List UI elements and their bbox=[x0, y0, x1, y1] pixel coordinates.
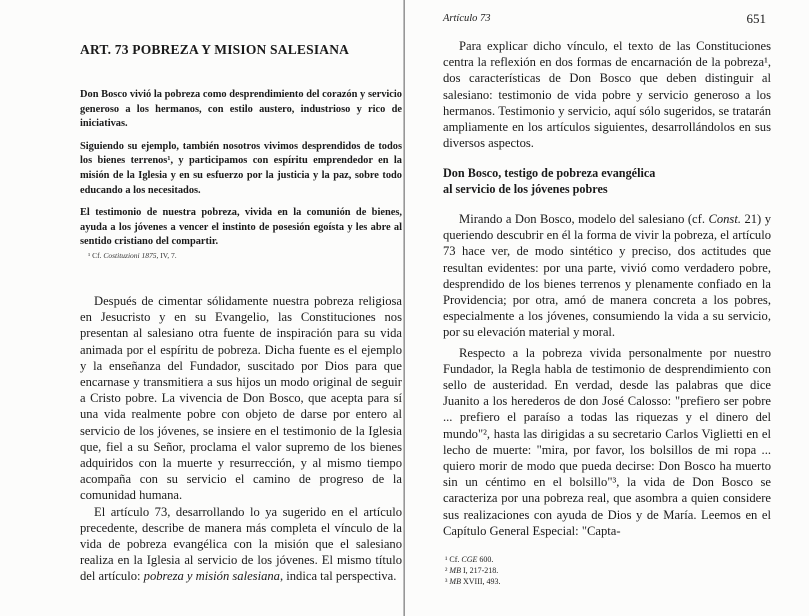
footnote: ¹ Cf. CGE 600. bbox=[445, 555, 494, 564]
body-main bbox=[443, 211, 771, 539]
article-paragraph: El testimonio de nuestra pobreza, vivida en la comunión de bienes, ayuda a los jóvenes a vencer el instinto de posesión egoísta y les abre al sentido cristiano del compartir. bbox=[80, 207, 402, 248]
footnote: ² MB I, 217-218. bbox=[445, 565, 499, 575]
running-head: Artículo 73 bbox=[443, 13, 491, 24]
article-title: ART. 73 POBREZA Y MISION SALESIANA bbox=[80, 42, 350, 57]
right-page bbox=[405, 0, 809, 616]
left-page bbox=[0, 0, 404, 616]
body-paragraph: Mirando a Don Bosco, modelo del salesiano (cf. Const. 21) y queriendo descubrir en él la forma de vivir la pobreza, el artículo 73 hace ver, de modo sintético y preciso, dos actitudes que resultan evidentes: por una parte, vivió como verdadero pobre, desprendido de los bienes terrenos y plenamente confiado en la Providencia; por otra, amó de manera concreta a los pobres, especialmente a los jóvenes, consumiendo la vida a su servicio, por su elevación material y moral. bbox=[443, 212, 771, 340]
body-top bbox=[443, 38, 771, 151]
body-paragraph: Para explicar dicho vínculo, el texto de las Constituciones centra la reflexión en dos formas de encarnación de la pobreza¹, dos características de Don Bosco que deben distinguir al salesiano: testimonio de vida pobre y servicio generoso a los hermanos. Testimonio y servicio, aquí sólo sugeridos, se tratarán ampliamente en los artículos siguientes, desarrollándolos en sus diversos aspectos. bbox=[443, 39, 771, 151]
footnote: ³ MB XVIII, 493. bbox=[445, 576, 501, 586]
body-paragraph: Después de cimentar sólidamente nuestra pobreza religiosa en Jesucristo y en su Evangelio, las Constituciones nos presentan al salesiano otra fuente de inspiración para su vida animada por el espíritu de pobreza. Dicha fuente es el ejemplo y la enseñanza del Fundador, suscitado por Dios para que encarnase y transmitiera a sus hijos un modo original de seguir a Cristo pobre. La vivencia de Don Bosco, que acepta para sí una vida realmente pobre con objeto de darse por entero al servicio de los jóvenes, se insiere en el testimonio de la Iglesia que, fiel a su Señor, proclama el valor supremo de los bienes adquiridos con la muerte y resurrección, y al mismo tiempo acompaña con su servicio el camino de progreso de la comunidad humana. bbox=[80, 294, 402, 503]
footnotes bbox=[445, 555, 501, 587]
page-number: 651 bbox=[746, 11, 766, 26]
article-text bbox=[80, 88, 402, 258]
article-paragraph: Don Bosco vivió la pobreza como desprendimiento del corazón y servicio generoso a los hermanos, con estilo austero, industrioso y rico de iniciativas. bbox=[80, 89, 402, 130]
body-paragraph: Respecto a la pobreza vivida personalmente por nuestro Fundador, la Regla habla de testimonio de desprendimiento con sello de austeridad. En verdad, desde las palabras que dice Juanito a los herederos de don José Calosso: "prefiero ser pobre ... prefiero el paraíso a todas las riquezas y el dinero del mundo"², hasta las dirigidas a su secretario Carlos Viglietti en el lecho de muerte: "mira, por favor, los bolsillos de mi ropa ... quiero morir de modo que pueda decirse: Don Bosco ha muerto sin un céntimo en el bolsillo"³, la vida de Don Bosco se caracteriza por una pobreza real, que asombra a quien considere sus realizaciones con ayuda de Dios y de María. Leemos en el Capítulo General Especial: "Capta- bbox=[443, 345, 771, 538]
footnote: ¹ Cf. Costituzioni 1875, IV, 7. bbox=[88, 251, 177, 260]
commentary-body bbox=[80, 293, 402, 585]
article-paragraph: Siguiendo su ejemplo, también nosotros vivimos desprendidos de todos los bienes terrenos¹, y participamos con espíritu emprendedor en la misión de la Iglesia y en su esfuerzo por la justicia y la paz, sobre todo educando a los necesitados. bbox=[80, 140, 402, 196]
body-paragraph: El artículo 73, desarrollando lo ya sugerido en el artículo precedente, describe de manera más completa el vínculo de la vida de pobreza evangélica con la misión que el salesiano realiza en la Iglesia al servicio de los jóvenes. El mismo título del artículo: pobreza y misión salesiana, indica tal perspectiva. bbox=[80, 504, 402, 584]
section-heading: Don Bosco, testigo de pobreza evangélica al servicio de los jóvenes pobres bbox=[443, 166, 656, 196]
